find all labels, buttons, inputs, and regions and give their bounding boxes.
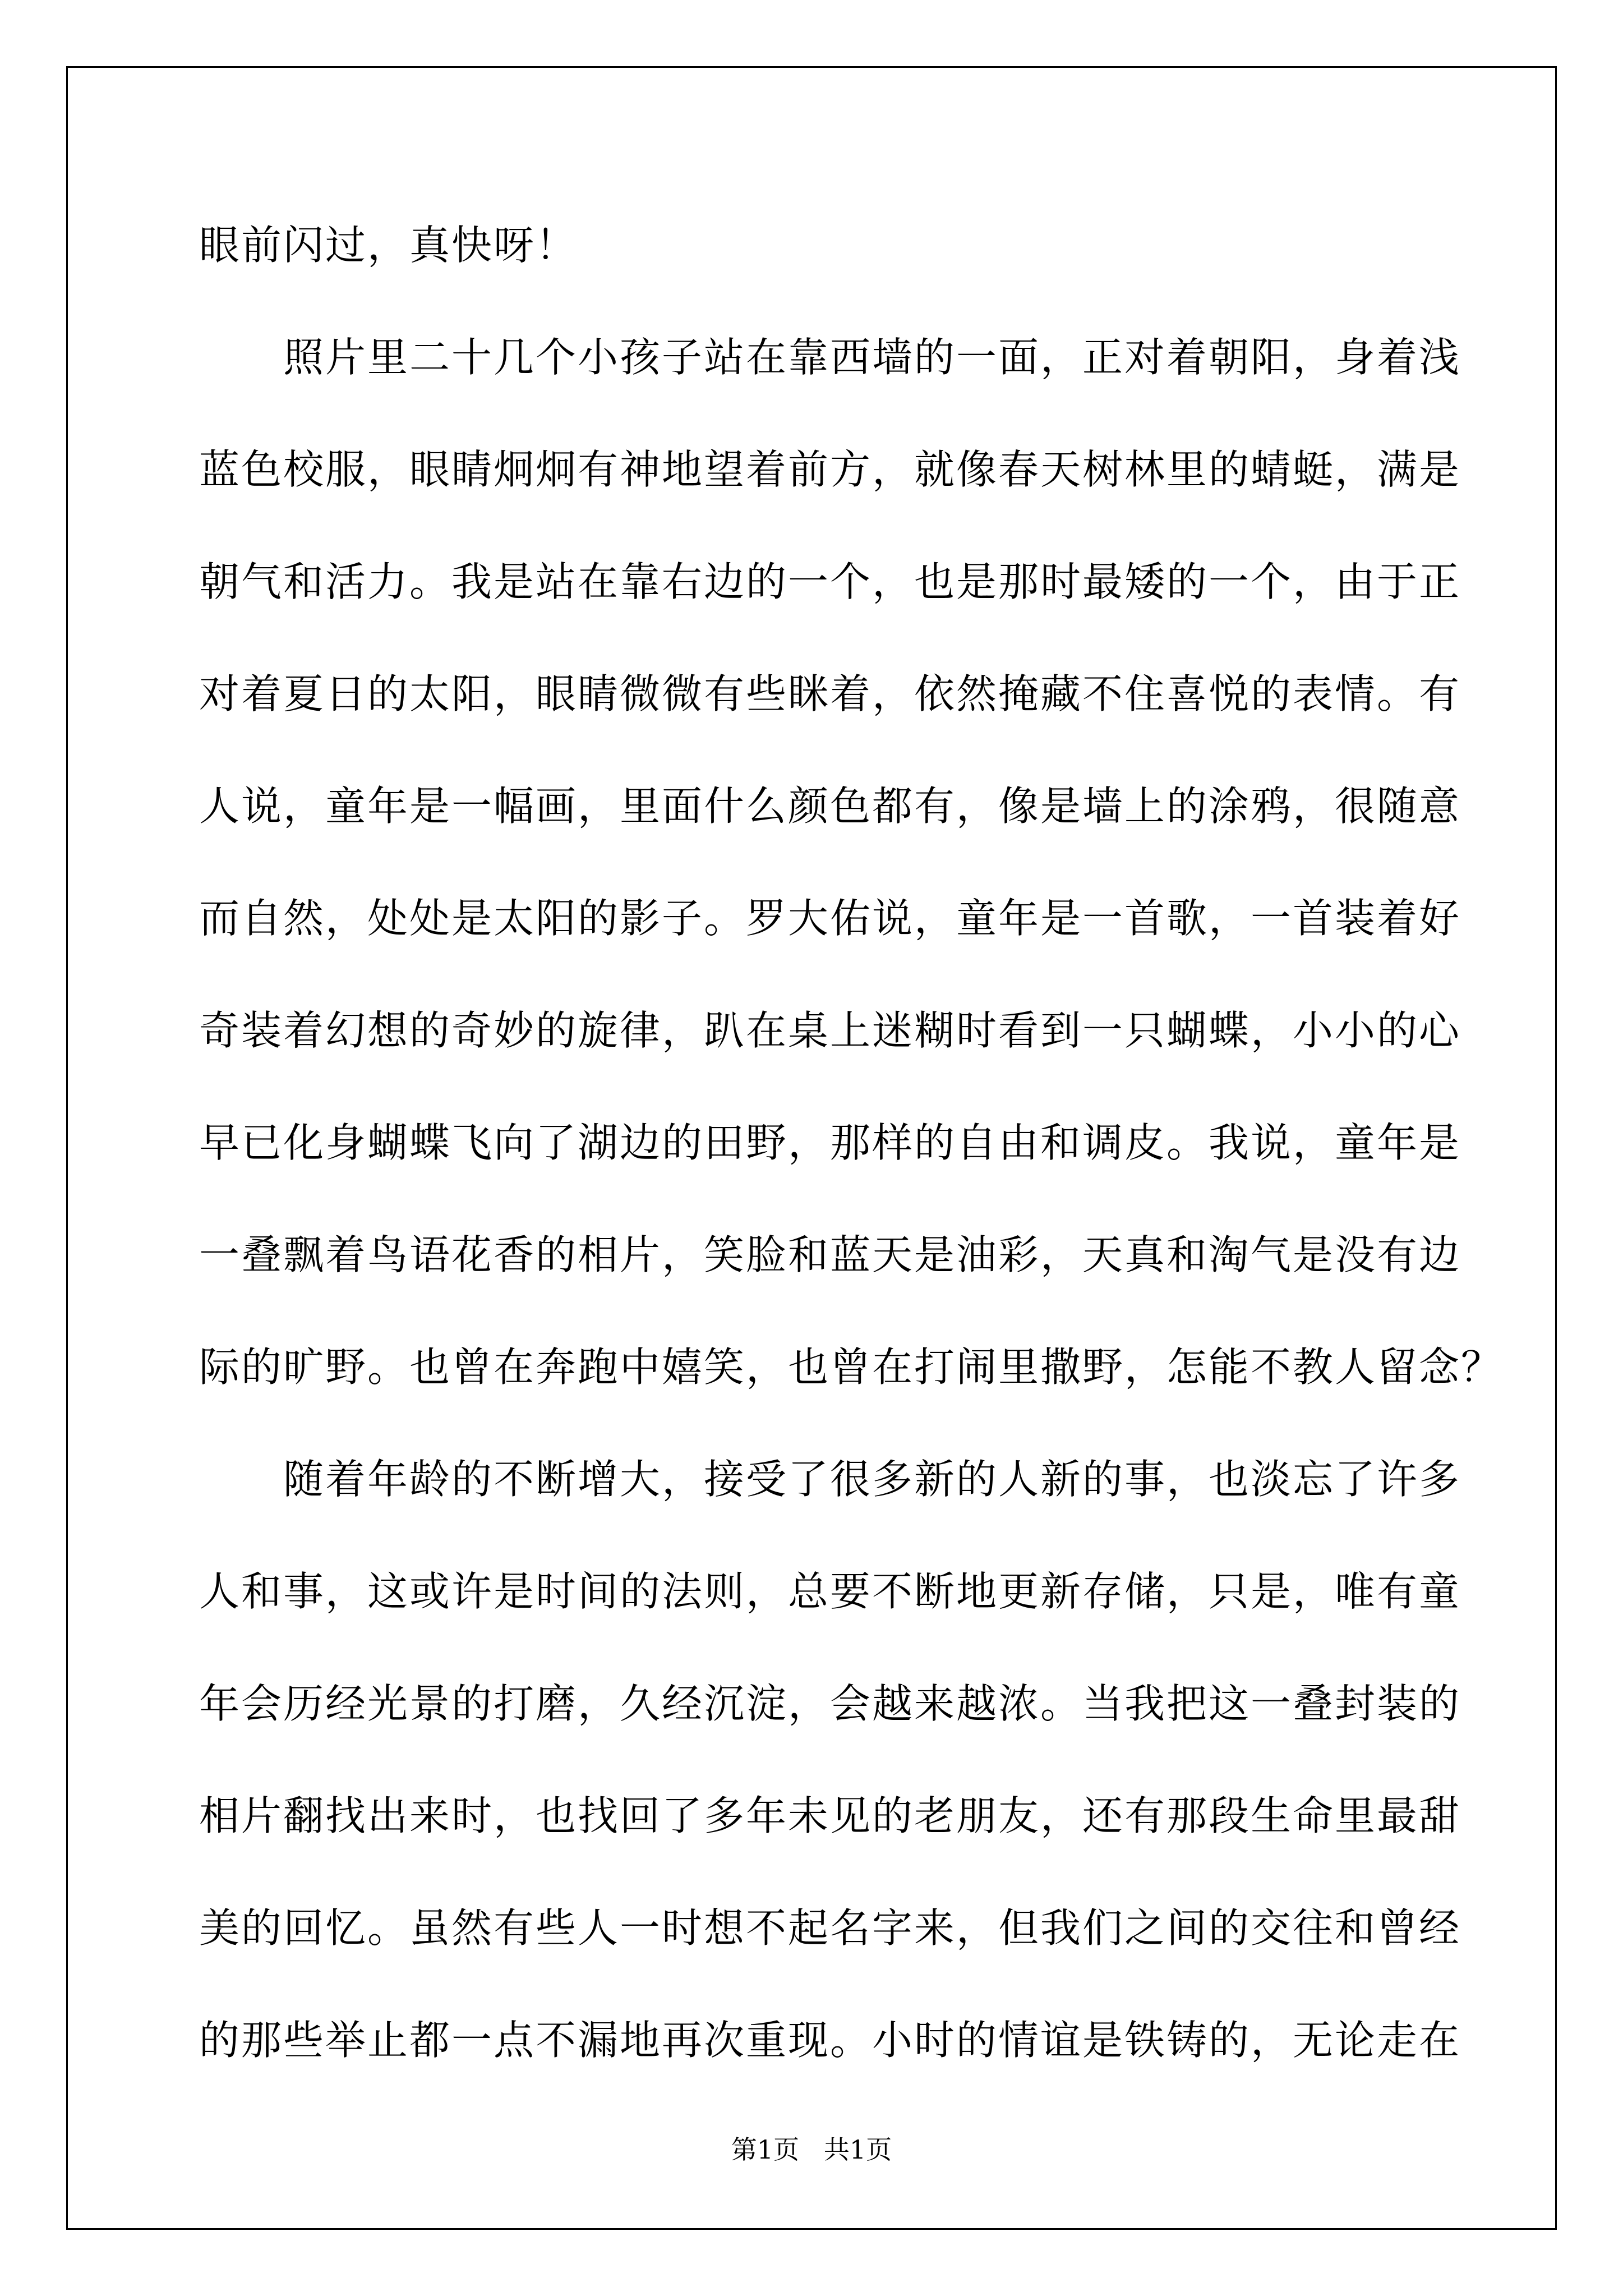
page-footer: 第1页 共1页 (731, 2134, 892, 2165)
text-line: 际的旷野。也曾在奔跑中嬉笑，也曾在打闹里撒野，怎能不教人留念？ (199, 1343, 1504, 1391)
text-line: 早已化身蝴蝶飞向了湖边的田野，那样的自由和调皮。我说，童年是 (199, 1119, 1461, 1166)
text-line: 朝气和活力。我是站在靠右边的一个，也是那时最矮的一个，由于正 (199, 558, 1461, 605)
paragraph-start-line: 随着年龄的不断增大，接受了很多新的人新的事，也淡忘了许多 (283, 1456, 1461, 1503)
text-line: 人说，童年是一幅画，里面什么颜色都有，像是墙上的涂鸦，很随意 (199, 783, 1461, 830)
text-line: 相片翻找出来时，也找回了多年未见的老朋友，还有那段生命里最甜 (199, 1792, 1461, 1839)
paragraph-start-line: 照片里二十几个小孩子站在靠西墙的一面，正对着朝阳，身着浅 (283, 334, 1461, 381)
document-body (199, 211, 1504, 2119)
text-line: 蓝色校服，眼睛炯炯有神地望着前方，就像春天树林里的蜻蜓，满是 (199, 446, 1461, 493)
text-line: 眼前闪过，真快呀！ (199, 222, 578, 269)
text-line: 的那些举止都一点不漏地再次重现。小时的情谊是铁铸的，无论走在 (199, 2017, 1461, 2064)
text-line: 美的回忆。虽然有些人一时想不起名字来，但我们之间的交往和曾经 (199, 1904, 1461, 1952)
text-line: 奇装着幻想的奇妙的旋律，趴在桌上迷糊时看到一只蝴蝶，小小的心 (199, 1007, 1461, 1054)
text-line: 一叠飘着鸟语花香的相片，笑脸和蓝天是油彩，天真和淘气是没有边 (199, 1231, 1461, 1278)
text-line: 对着夏日的太阳，眼睛微微有些眯着，依然掩藏不住喜悦的表情。有 (199, 670, 1461, 717)
text-line: 年会历经光景的打磨，久经沉淀，会越来越浓。当我把这一叠封装的 (199, 1680, 1461, 1727)
text-line: 而自然，处处是太阳的影子。罗大佑说，童年是一首歌，一首装着好 (199, 895, 1461, 942)
text-line: 人和事，这或许是时间的法则，总要不断地更新存储，只是，唯有童 (199, 1568, 1461, 1615)
